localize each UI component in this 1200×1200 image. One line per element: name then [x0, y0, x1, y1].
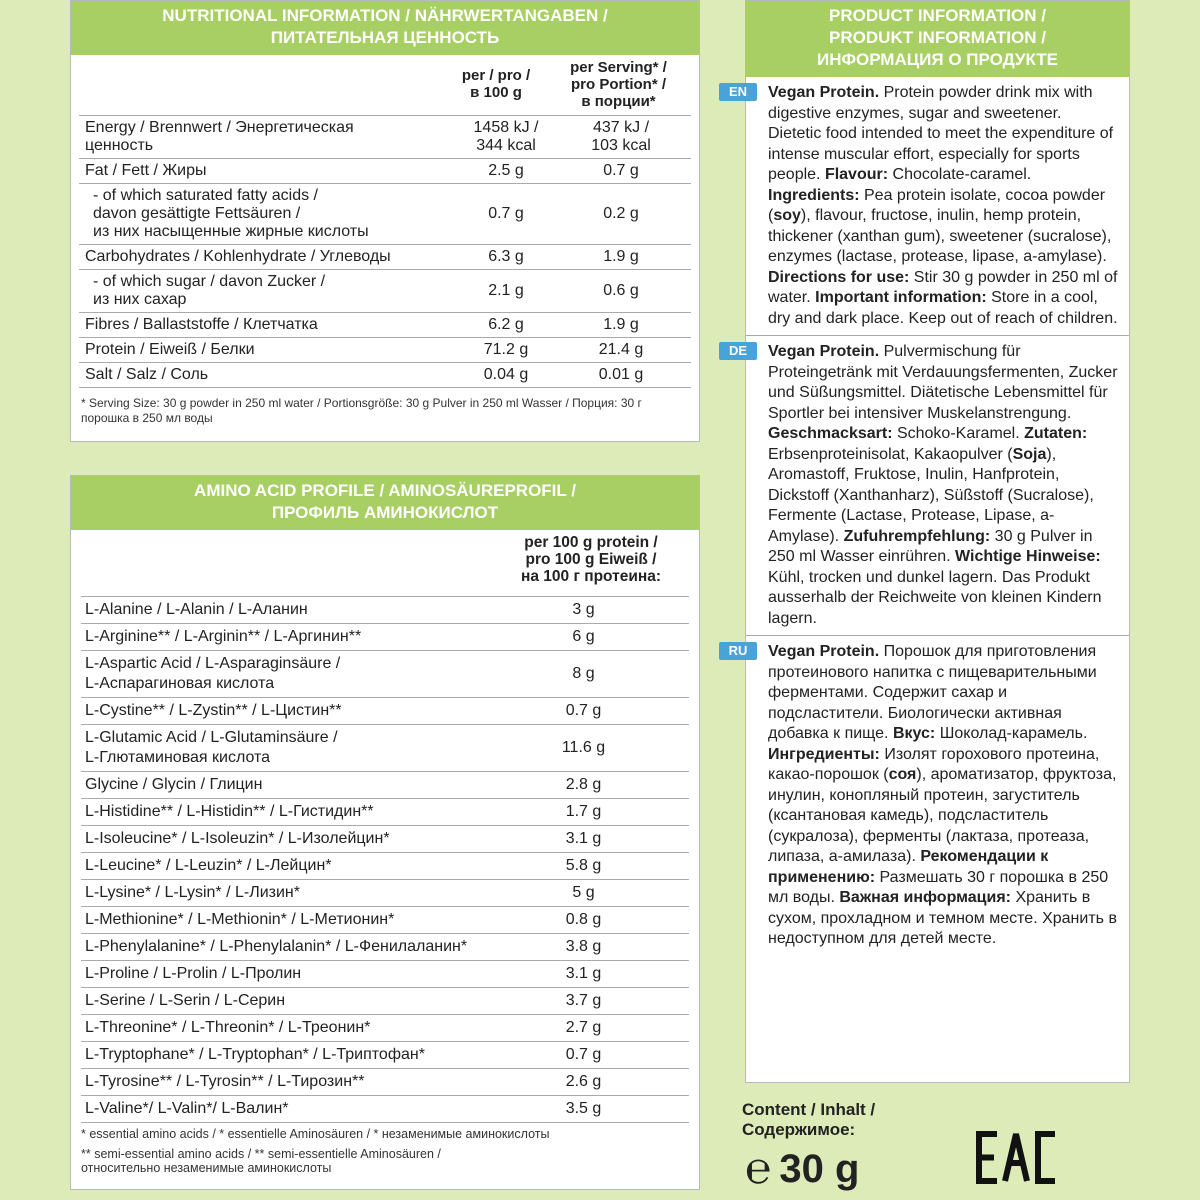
product-header	[746, 1, 1129, 77]
bold-text: Vegan Protein.	[768, 343, 880, 360]
product-block-ru	[728, 635, 1129, 956]
amino-row	[81, 1042, 689, 1069]
amino-panel	[70, 475, 700, 1190]
content-label-line: Content / Inhalt /	[742, 1100, 876, 1119]
per-serving-value	[561, 116, 681, 158]
bold-text: Soja	[1012, 445, 1047, 463]
amino-label	[81, 1042, 491, 1068]
cell-line: 437 kJ /	[592, 119, 650, 136]
body-text: Шоколад-карамель.	[935, 725, 1088, 742]
amino-value: 2.8 g	[565, 776, 602, 793]
amino-row	[81, 1015, 689, 1042]
net-weight	[745, 1144, 860, 1193]
amino-value: 1.7 g	[565, 803, 602, 820]
amino-label-line: L-Glutamic Acid / L-Glutaminsäure /	[85, 729, 338, 746]
body-text: Stir 30 g powder in 250 ml of water.	[768, 268, 1118, 306]
amino-label-line: L-Aspartic Acid / L-Asparaginsäure /	[85, 655, 341, 672]
amino-value: 3.8 g	[565, 938, 602, 955]
amino-label	[81, 799, 491, 825]
body-text: ), ароматизатор, фруктоза, инулин, конопляный протеин, загуститель (ксантановая камедь), подсластитель (сукралоза), ферменты (лактаза, протеаза, липаза, а-амилаза).	[768, 766, 1117, 865]
amino-row	[81, 725, 689, 772]
cell-line: 0.01 g	[598, 366, 644, 383]
amino-label-line: L-Аспарагиновая кислота	[85, 675, 275, 692]
bold-text: Zutaten:	[1024, 425, 1088, 442]
nutrition-row	[79, 338, 691, 363]
body-text: Хранить в сухом, прохладном и темном месте. Хранить в недоступном для детей месте.	[768, 889, 1117, 947]
cell-line: Salt / Salz / Соль	[85, 366, 209, 383]
nutrient-label	[79, 116, 451, 158]
cell-line: 6.2 g	[488, 316, 524, 333]
amino-row	[81, 624, 689, 651]
per-100g-value	[451, 116, 561, 158]
amino-row	[81, 772, 689, 799]
nutrient-label	[79, 270, 451, 312]
nutrition-column-headers	[71, 55, 699, 115]
body-text: Порошок для приготовления протеинового напитка с пищеварительными ферментами. Содержит сахар и подсластители. Биологически активная добавка к пище.	[768, 643, 1097, 742]
language-tag: DE	[719, 342, 757, 360]
amino-label	[81, 934, 491, 960]
cell-text	[603, 316, 639, 334]
cell-line: 2.5 g	[488, 162, 524, 179]
cell-line: 344 kcal	[476, 137, 536, 154]
cell-text	[488, 316, 524, 334]
nutrition-header	[71, 1, 699, 55]
amino-label-line: L-Methionine* / L-Methionin* / L-Метионин*	[85, 911, 395, 928]
amino-label-line: L-Phenylalanine* / L-Phenylalanin* / L-Фенилаланин*	[85, 938, 468, 955]
body-text: Erbsenproteinisolat, Kakaopulver (	[768, 445, 1013, 463]
per-serving-value	[561, 313, 681, 337]
bold-text: Geschmacksart:	[768, 425, 893, 442]
body-text: ), Aromastoff, Fruktose, Inulin, Hanfprotein, Dickstoff (Xanthanharz), Süßstoff (Sucralose), Fermente (Lactase, Protease, Lipase, a-Amylase).	[768, 445, 1094, 545]
cell-line: 0.7 g	[603, 162, 639, 179]
body-text: Размешать 30 г порошка в 250 мл воды.	[768, 868, 1109, 906]
per-100g-value	[451, 313, 561, 337]
cell-line: 2.1 g	[488, 282, 524, 299]
bold-text: Directions for use:	[768, 268, 910, 286]
amino-value: 3.1 g	[565, 830, 602, 847]
amino-label	[81, 725, 491, 771]
amino-value: 3.7 g	[565, 992, 602, 1009]
amino-value: 11.6 g	[561, 739, 606, 756]
amino-value: 2.7 g	[565, 1019, 602, 1036]
amino-label-line: L-Threonine* / L-Threonin* / L-Треонин*	[85, 1019, 371, 1036]
amino-row	[81, 698, 689, 725]
cell-text	[484, 341, 528, 359]
amino-label	[81, 907, 491, 933]
cell-text	[488, 162, 524, 180]
per-serving-value	[561, 338, 681, 362]
amino-table	[81, 596, 689, 1123]
cell-line: Fat / Fett / Жиры	[85, 162, 207, 179]
bold-text: Vegan Protein.	[768, 643, 880, 660]
amino-label	[81, 772, 491, 798]
nutrition-panel	[70, 0, 700, 442]
nutrient-label	[79, 184, 451, 244]
product-block-de	[728, 335, 1129, 635]
amino-row	[81, 961, 689, 988]
amino-row	[81, 880, 689, 907]
nutrition-table	[79, 115, 691, 388]
nutrient-label	[79, 313, 451, 337]
body-text: Pea protein isolate, cocoa powder (	[768, 186, 1106, 224]
amino-label	[81, 1096, 491, 1122]
amino-value: 8 g	[572, 665, 595, 682]
content-label	[742, 1100, 942, 1140]
bold-text: Zufuhrempfehlung:	[843, 527, 991, 545]
cell-line: 0.04 g	[483, 366, 529, 383]
amino-label-line: L-Tyrosine** / L-Tyrosin** / L-Тирозин**	[85, 1073, 365, 1090]
cell-line: davon gesättigte Fettsäuren /	[93, 205, 301, 222]
amino-label	[81, 853, 491, 879]
per-100g-value	[451, 363, 561, 387]
header-line: в порции*	[581, 93, 656, 110]
amino-label-line: L-Histidine** / L-Histidin** / L-Гистидин**	[85, 803, 374, 820]
product-header-line: PRODUKT INFORMATION /	[829, 28, 1046, 47]
amino-footnotes	[71, 1123, 699, 1179]
amino-label-line: L-Serine / L-Serin / L-Серин	[85, 992, 286, 1009]
amino-label-line: L-Valine*/ L-Valin*/ L-Валин*	[85, 1100, 289, 1117]
cell-text	[603, 162, 639, 180]
cell-line: Energy / Brennwert / Энергетическая	[85, 119, 354, 136]
bold-text: соя	[888, 766, 917, 783]
amino-row	[81, 597, 689, 624]
amino-label-line: L-Isoleucine* / L-Isoleuzin* / L-Изолейцин*	[85, 830, 390, 847]
amino-label-line: L-Tryptophane* / L-Tryptophan* / L-Триптофан*	[85, 1046, 425, 1063]
amino-label	[81, 1015, 491, 1041]
cell-text	[488, 282, 524, 300]
essential-footnote: * essential amino acids / * essentielle Aminosäuren / * незаменимые аминокислоты	[81, 1127, 550, 1141]
cell-text	[93, 273, 445, 309]
amino-label	[81, 597, 491, 623]
product-header-line: ИНФОРМАЦИЯ О ПРОДУКТЕ	[816, 50, 1059, 69]
cell-text	[599, 366, 643, 384]
amino-header-line: ПРОФИЛЬ АМИНОКИСЛОТ	[271, 503, 499, 522]
amino-label	[81, 961, 491, 987]
cell-text	[488, 248, 524, 266]
nutrition-row	[79, 184, 691, 245]
amino-label	[81, 651, 491, 697]
amino-label	[81, 1069, 491, 1095]
nutrient-label	[79, 363, 451, 387]
nutrition-row	[79, 245, 691, 270]
cell-text	[591, 119, 651, 155]
bold-text: Ingredients:	[768, 186, 860, 204]
nutrient-label	[79, 159, 451, 183]
header-line: на 100 г протеина:	[520, 568, 661, 585]
cell-text	[599, 341, 643, 359]
content-label-line: Содержимое:	[742, 1120, 856, 1139]
bold-text: Important information:	[815, 289, 987, 306]
per-100g-header	[446, 67, 546, 101]
body-text: Protein powder drink mix with digestive enzymes, sugar and sweetener. Dietetic food intended to meet the expenditure of intense muscular effort, especially for sports people.	[768, 84, 1114, 183]
header-line: pro Portion* /	[571, 76, 666, 93]
amino-value: 0.8 g	[565, 911, 602, 928]
cell-text	[488, 205, 524, 223]
amino-label	[81, 880, 491, 906]
amino-row	[81, 826, 689, 853]
amino-label	[81, 988, 491, 1014]
cell-line: из них сахар	[93, 291, 187, 308]
language-tag: EN	[719, 83, 757, 101]
amino-header-line: AMINO ACID PROFILE / AMINOSÄUREPROFIL /	[194, 481, 576, 500]
amino-label	[81, 826, 491, 852]
per-100g-value	[451, 338, 561, 362]
bold-text: Рекомендации к применению:	[768, 848, 1049, 886]
amino-value: 6 g	[572, 628, 595, 645]
cell-line: 0.6 g	[603, 282, 639, 299]
cell-text	[85, 248, 445, 266]
amino-row	[81, 934, 689, 961]
header-line: per / pro /	[461, 67, 531, 84]
amino-label-line: L-Leucine* / L-Leuzin* / L-Лейцин*	[85, 857, 332, 874]
amino-value: 3 g	[572, 601, 595, 618]
bold-text: soy	[773, 207, 801, 224]
amino-row	[81, 907, 689, 934]
amino-value: 3.5 g	[565, 1100, 602, 1117]
cell-line: из них насыщенные жирные кислоты	[93, 223, 369, 240]
cell-line: 0.2 g	[603, 205, 639, 222]
bold-text: Ингредиенты:	[768, 745, 880, 763]
amino-label-line: L-Lysine* / L-Lysin* / L-Лизин*	[85, 884, 300, 901]
cell-text	[484, 366, 528, 384]
amino-label-line: L-Proline / L-Prolin / L-Пролин	[85, 965, 302, 982]
cell-text	[603, 248, 639, 266]
amino-label-line: L-Cystine** / L-Zystin** / L-Цистин**	[85, 702, 342, 719]
per-100g-value	[451, 245, 561, 269]
cell-line: - of which saturated fatty acids /	[93, 187, 318, 204]
product-block-en	[728, 77, 1129, 335]
cell-line: Protein / Eiweiß / Белки	[85, 341, 255, 358]
body-text: Schoko-Karamel.	[892, 425, 1025, 442]
per-serving-value	[561, 363, 681, 387]
serving-footnote: * Serving Size: 30 g powder in 250 ml water / Portionsgröße: 30 g Pulver in 250 ml Wasser / Порция: 30 г порошка в 250 мл воды	[81, 396, 642, 425]
cell-line: Fibres / Ballaststoffe / Клетчатка	[85, 316, 318, 333]
product-header-line: PRODUCT INFORMATION /	[829, 6, 1046, 25]
amino-label	[81, 698, 491, 724]
amino-row	[81, 651, 689, 698]
product-descriptions	[728, 77, 1129, 956]
cell-text	[85, 316, 445, 334]
cell-line: 1.9 g	[603, 316, 639, 333]
bold-text: Wichtige Hinweise:	[955, 548, 1101, 565]
header-line: per 100 g protein /	[524, 534, 658, 551]
per-serving-value	[561, 184, 681, 244]
cell-line: 103 kcal	[591, 137, 651, 154]
amino-label-line: L-Arginine** / L-Arginin** / L-Аргинин**	[85, 628, 362, 645]
header-line: pro 100 g Eiweiß /	[525, 551, 657, 568]
nutrient-label	[79, 245, 451, 269]
amino-value: 5.8 g	[565, 857, 602, 874]
amino-value: 2.6 g	[565, 1073, 602, 1090]
nutrition-row	[79, 159, 691, 184]
eac-mark-logo	[975, 1130, 1060, 1185]
cell-text	[85, 366, 445, 384]
cell-text	[85, 162, 445, 180]
per-serving-header	[551, 59, 686, 110]
cell-line: 0.7 g	[488, 205, 524, 222]
body-text: 30 g Pulver in 250 ml Wasser einrühren.	[768, 527, 1093, 565]
per-100g-value	[451, 270, 561, 312]
per-serving-value	[561, 270, 681, 312]
cell-line: - of which sugar / davon Zucker /	[93, 273, 326, 290]
per-serving-value	[561, 159, 681, 183]
cell-line: 1458 kJ /	[473, 119, 539, 136]
cell-line: 71.2 g	[483, 341, 529, 358]
cell-text	[85, 341, 445, 359]
amino-label-line: L-Глютаминовая кислота	[85, 749, 271, 766]
amino-column-headers	[71, 530, 699, 596]
nutrition-header-line: NUTRITIONAL INFORMATION / NÄHRWERTANGABEN /	[162, 6, 608, 25]
nutrition-header-line: ПИТАТЕЛЬНАЯ ЦЕННОСТЬ	[270, 28, 500, 47]
amino-row	[81, 1096, 689, 1123]
amino-label-line: L-Alanine / L-Alanin / L-Аланин	[85, 601, 308, 618]
semi-essential-footnote: ** semi-essential amino acids / ** semi-essentielle Aminosäuren /	[81, 1147, 441, 1161]
amino-header	[71, 476, 699, 530]
amino-label-line: Glycine / Glycin / Глицин	[85, 776, 263, 793]
cell-line: ценность	[85, 137, 154, 154]
cell-text	[603, 282, 639, 300]
body-text: Store in a cool, dry and dark place. Keep out of reach of children.	[768, 289, 1118, 327]
amino-row	[81, 1069, 689, 1096]
amino-row	[81, 853, 689, 880]
nutrition-row	[79, 313, 691, 338]
cell-line: 1.9 g	[603, 248, 639, 265]
amino-row	[81, 988, 689, 1015]
per-100g-protein-header	[491, 534, 691, 585]
cell-text	[85, 119, 445, 155]
weight-value: 30 g	[779, 1147, 860, 1191]
bold-text: Важная информация:	[839, 889, 1011, 906]
bold-text: Вкус:	[892, 725, 936, 742]
nutrition-row	[79, 270, 691, 313]
per-100g-value	[451, 159, 561, 183]
cell-line: 21.4 g	[598, 341, 644, 358]
header-line: в 100 g	[470, 84, 522, 101]
amino-value: 0.7 g	[565, 702, 602, 719]
nutrient-label	[79, 338, 451, 362]
body-text: Изолят горохового протеина, какао-порошок (	[768, 745, 1100, 783]
cell-line: 6.3 g	[488, 248, 524, 265]
per-100g-value	[451, 184, 561, 244]
language-tag: RU	[719, 642, 757, 660]
cell-text	[603, 205, 639, 223]
cell-text	[474, 119, 539, 155]
body-text: Kühl, trocken und dunkel lagern. Das Produkt ausserhalb der Reichweite von kleinen Kindern lagern.	[768, 568, 1102, 627]
per-serving-value	[561, 245, 681, 269]
bold-text: Vegan Protein.	[768, 84, 880, 101]
body-text: ), flavour, fructose, inulin, hemp protein, thickener (xanthan gum), sweetener (sucralose), enzymes (lactase, protease, lipase, a-amylase).	[768, 207, 1112, 265]
header-line: per Serving* /	[570, 59, 667, 76]
amino-row	[81, 799, 689, 826]
bold-text: Flavour:	[824, 166, 889, 183]
product-panel	[728, 0, 1130, 1083]
amino-value: 3.1 g	[565, 965, 602, 982]
body-text: Pulvermischung für Proteingetränk mit Verdauungsfermenten, Zucker und Süßungsmittel. Diätetische Lebensmittel für Sportler bei intensiver Muskelanstrengung.	[768, 343, 1118, 422]
estimated-sign-icon: ℮	[745, 1144, 772, 1193]
body-text: Chocolate-caramel.	[888, 166, 1032, 183]
cell-line: Carbohydrates / Kohlenhydrate / Углеводы	[85, 248, 391, 265]
semi-essential-footnote: относительно незаменимые аминокислоты	[81, 1161, 332, 1175]
nutrition-row	[79, 116, 691, 159]
amino-value: 0.7 g	[565, 1046, 602, 1063]
amino-value: 5 g	[572, 884, 595, 901]
cell-text	[93, 187, 445, 241]
amino-label	[81, 624, 491, 650]
nutrition-row	[79, 363, 691, 388]
